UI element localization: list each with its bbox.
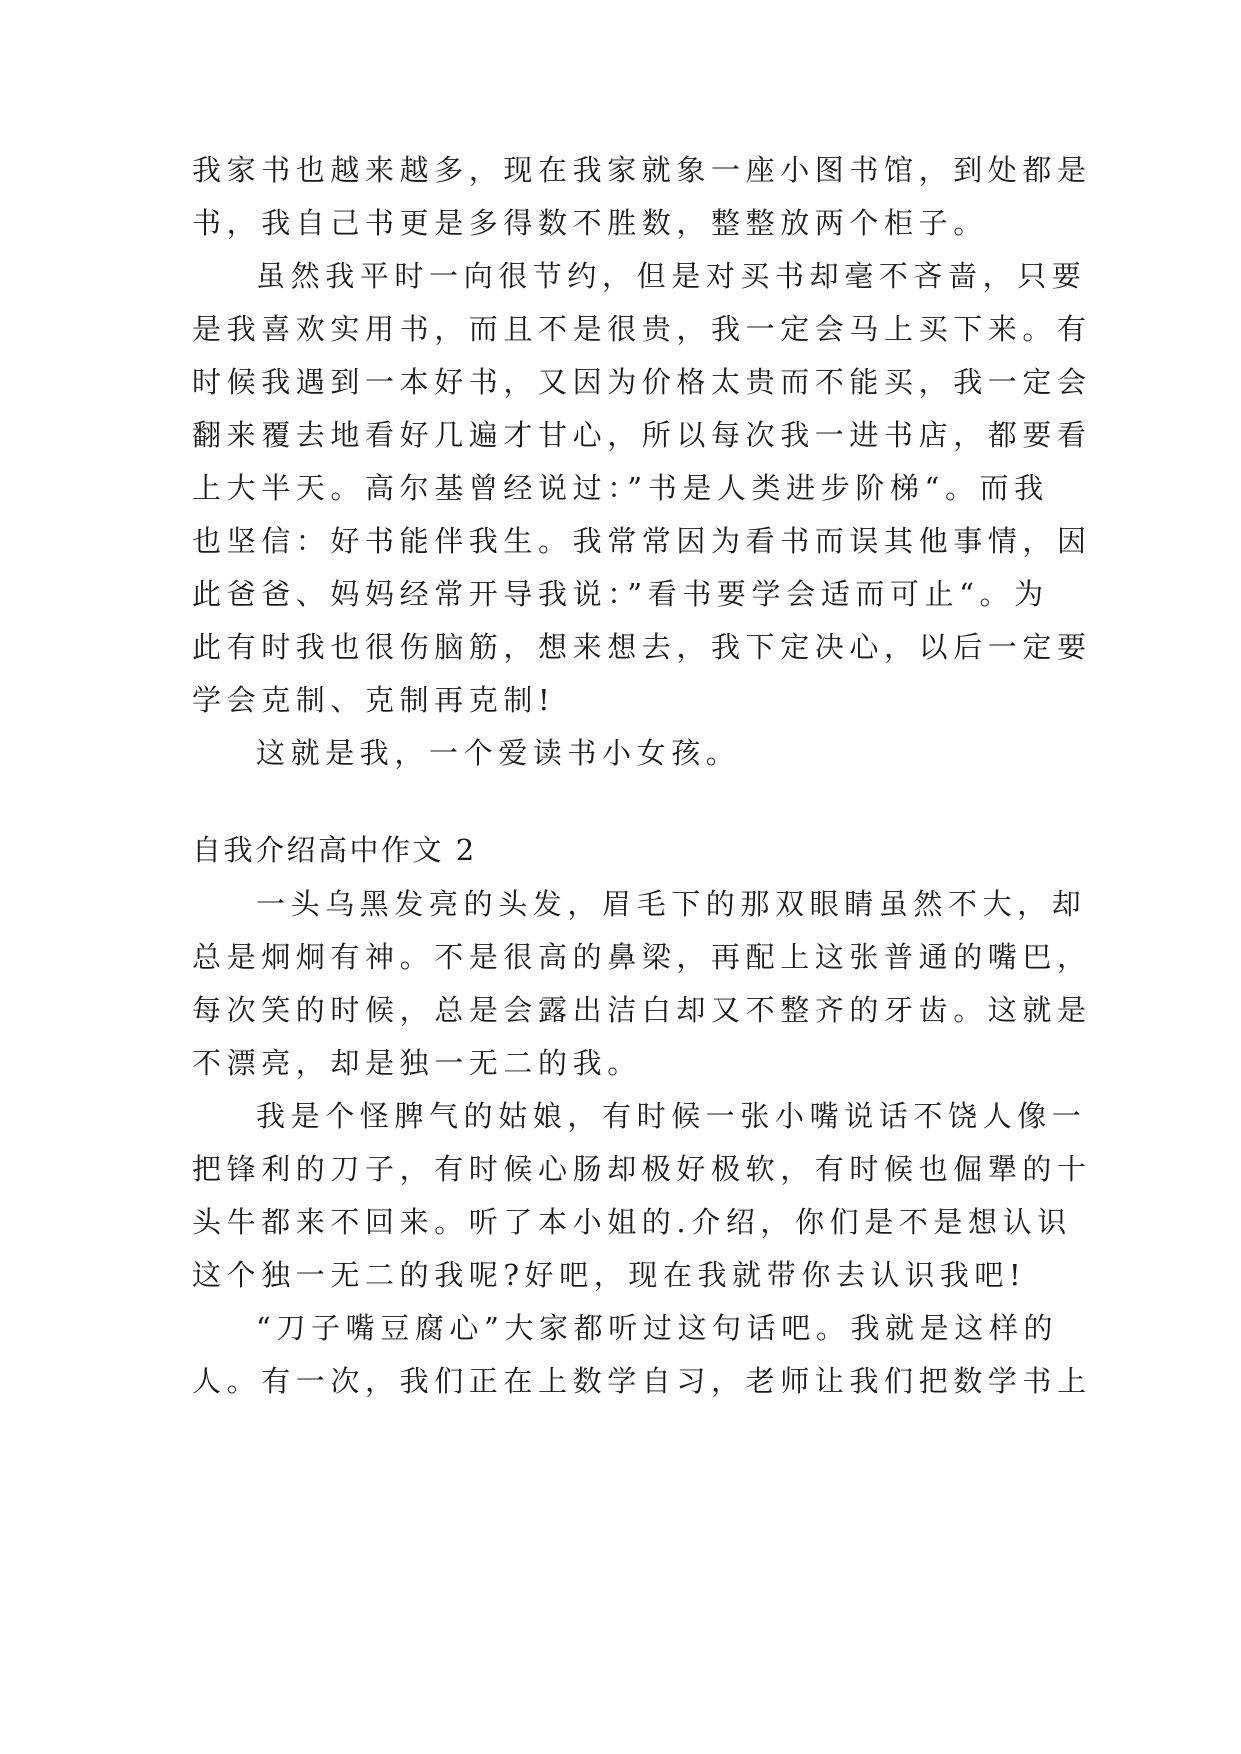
- paragraph-line: 时候我遇到一本好书，又因为价格太贵而不能买，我一定会: [192, 365, 1092, 399]
- paragraph-line: 此有时我也很伤脑筋，想来想去，我下定决心，以后一定要: [192, 630, 1092, 664]
- paragraph-line: 学会克制、克制再克制!: [192, 683, 556, 717]
- paragraph-line: 每次笑的时候，总是会露出洁白却又不整齐的牙齿。这就是: [192, 993, 1092, 1027]
- paragraph-line: 虽然我平时一向很节约，但是对买书却毫不吝啬，只要: [256, 259, 1087, 293]
- paragraph-line: 人。有一次，我们正在上数学自习，老师让我们把数学书上: [192, 1364, 1092, 1398]
- paragraph-line: 把锋利的刀子，有时候心肠却极好极软，有时候也倔犟的十: [192, 1152, 1092, 1186]
- paragraph-line: 我是个怪脾气的姑娘，有时候一张小嘴说话不饶人像一: [256, 1099, 1087, 1133]
- paragraph-line: 我家书也越来越多，现在我家就象一座小图书馆，到处都是: [192, 153, 1092, 187]
- paragraph-line: 头牛都来不回来。听了本小姐的.介绍，你们是不是想认识: [192, 1205, 1072, 1239]
- paragraph-line: 一头乌黑发亮的头发，眉毛下的那双眼睛虽然不大，却: [256, 887, 1087, 921]
- paragraph-line: 上大半天。高尔基曾经说过：”书是人类进步阶梯“。而我: [192, 471, 1049, 505]
- paragraph-line: 这个独一无二的我呢?好吧，现在我就带你去认识我吧!: [192, 1258, 1027, 1292]
- paragraph-line: “刀子嘴豆腐心”大家都听过这句话吧。我就是这样的: [256, 1311, 1059, 1345]
- paragraph-line: 书，我自己书更是多得数不胜数，整整放两个柜子。: [192, 206, 988, 240]
- paragraph-line: 翻来覆去地看好几遍才甘心，所以每次我一进书店，都要看: [192, 418, 1092, 452]
- section-heading: 自我介绍高中作文 2: [192, 833, 477, 867]
- paragraph-line: 是我喜欢实用书，而且不是很贵，我一定会马上买下来。有: [192, 312, 1092, 346]
- paragraph-line: 也坚信：好书能伴我生。我常常因为看书而误其他事情，因: [192, 524, 1092, 558]
- paragraph-line: 此爸爸、妈妈经常开导我说：”看书要学会适而可止“。为: [192, 577, 1049, 611]
- paragraph-line: 总是炯炯有神。不是很高的鼻梁，再配上这张普通的嘴巴，: [192, 940, 1092, 974]
- paragraph-line: 不漂亮，却是独一无二的我。: [192, 1046, 642, 1080]
- paragraph-line: 这就是我，一个爱读书小女孩。: [256, 736, 741, 770]
